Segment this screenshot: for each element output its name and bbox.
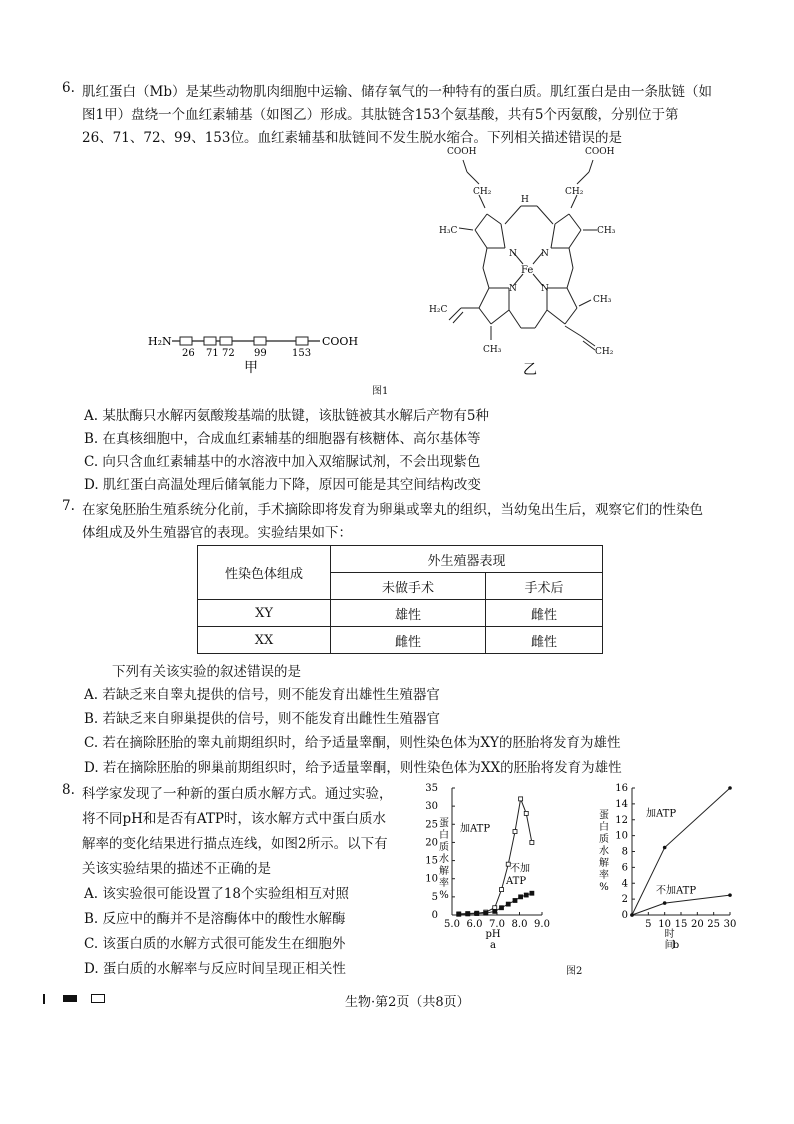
option-c[interactable]: C. 若在摘除胚胎的睾丸前期组织时，给予适量睾酮，则性染色体为XY的胚胎将发育为雄性 xyxy=(84,735,621,751)
chain-end-label: COOH xyxy=(322,335,359,348)
series-label: 加ATP xyxy=(646,808,677,820)
data-point xyxy=(530,891,534,895)
residue-position: 71 xyxy=(206,348,219,359)
table-cell: 雌性 xyxy=(486,627,603,654)
y-axis-label: % xyxy=(439,890,449,901)
page-footer: 生物·第2页（共8页） xyxy=(345,995,470,1010)
figure-caption: 图1 xyxy=(372,386,389,397)
series-label: 不加 xyxy=(510,863,530,875)
series-label: ATP xyxy=(506,876,527,888)
figure-label-yi: 乙 xyxy=(523,362,537,378)
residue-position: 26 xyxy=(182,348,195,359)
data-point xyxy=(500,888,504,892)
question-number: 8. xyxy=(62,782,75,798)
residue-position: 72 xyxy=(222,348,235,359)
table-cell: XX xyxy=(198,627,331,654)
data-point xyxy=(519,895,523,899)
ch3-label: CH₃ xyxy=(593,295,612,305)
data-point xyxy=(663,846,667,850)
y-tick-label: 10 xyxy=(425,873,438,885)
table-header: 未做手术 xyxy=(331,573,486,600)
ch3-label: CH₃ xyxy=(597,226,616,236)
y-tick-label: 5 xyxy=(431,891,438,903)
chart-a xyxy=(410,780,560,960)
y-tick-label: 4 xyxy=(621,878,628,890)
option-b[interactable]: B. 若缺乏来自卵巢提供的信号，则不能发育出雌性生殖器官 xyxy=(84,711,441,727)
question-text-line: 在家兔胚胎生殖系统分化前，手术摘除即将发育为卵巢或睾丸的组织，当幼兔出生后，观察它们的性染色 xyxy=(82,502,703,518)
y-tick-label: 0 xyxy=(621,910,628,921)
residue-box xyxy=(204,337,216,345)
data-point xyxy=(506,902,510,906)
question-text-line: 肌红蛋白（Mb）是某些动物肌肉细胞中运输、储存氧气的一种特有的蛋白质。肌红蛋白是由一条肽链（如 xyxy=(82,84,712,100)
residue-box xyxy=(180,337,192,345)
open-box-mark xyxy=(91,994,105,1003)
table-header: 性染色体组成 xyxy=(198,546,331,600)
residue-box xyxy=(296,337,308,345)
nitrogen-label: N xyxy=(509,284,517,294)
table-cell: 雌性 xyxy=(331,627,486,654)
x-tick-label: 7.0 xyxy=(489,919,505,930)
y-tick-label: 14 xyxy=(615,798,628,810)
y-axis-label: 蛋 xyxy=(599,810,609,821)
data-point xyxy=(663,901,667,905)
data-point xyxy=(530,840,534,844)
option-b[interactable]: B. 在真核细胞中，合成血红素辅基的细胞器有核糖体、高尔基体等 xyxy=(84,431,481,447)
y-tick-label: 15 xyxy=(425,855,438,867)
x-tick-label: 6.0 xyxy=(466,919,483,930)
x-tick-label: 8.0 xyxy=(511,919,528,930)
y-tick-label: 30 xyxy=(425,801,438,813)
data-point xyxy=(630,913,634,917)
residue-position: 153 xyxy=(292,348,312,359)
option-d[interactable]: D. 蛋白质的水解率与反应时间呈现正相关性 xyxy=(84,961,346,977)
y-tick-label: 12 xyxy=(615,814,628,826)
x-tick-label: 10 xyxy=(658,919,672,930)
y-axis-label: 白 xyxy=(439,830,449,841)
ch3-label: CH₃ xyxy=(483,345,502,355)
vinyl-left-label: H₂C xyxy=(429,305,448,315)
data-point xyxy=(524,811,528,815)
panel-label: a xyxy=(490,940,496,951)
figure-caption: 图2 xyxy=(566,966,583,977)
y-axis-label: 水 xyxy=(439,854,449,865)
x-tick-label: 30 xyxy=(723,919,737,930)
y-tick-label: 2 xyxy=(621,894,628,906)
y-axis-label: 率 xyxy=(439,878,449,889)
question-text-line: 图1甲）盘绕一个血红素辅基（如图乙）形成。其肽链含153个氨基酸，共有5个丙氨酸，分别位于第 xyxy=(82,107,679,123)
data-point xyxy=(475,912,479,916)
data-point xyxy=(519,797,523,801)
data-point xyxy=(524,893,528,897)
vinyl-right-label: CH₂ xyxy=(595,347,614,357)
bar-mark xyxy=(43,994,45,1004)
option-c[interactable]: C. 向只含血红素辅基中的水溶液中加入双缩脲试剂，不会出现紫色 xyxy=(84,454,481,470)
residue-box xyxy=(220,337,232,345)
nitrogen-label: N xyxy=(509,249,517,259)
data-point xyxy=(457,912,461,916)
y-tick-label: 0 xyxy=(431,910,438,921)
y-tick-label: 10 xyxy=(615,830,628,842)
x-axis-label: pH xyxy=(485,929,501,940)
option-d[interactable]: D. 若在摘除胚胎的卵巢前期组织时，给予适量睾酮，则性染色体为XX的胚胎将发育为雄性 xyxy=(84,760,622,776)
y-tick-label: 25 xyxy=(425,819,438,831)
data-point xyxy=(500,906,504,910)
data-point xyxy=(513,830,517,834)
footer-marks xyxy=(43,991,105,1006)
x-axis-label: 时 xyxy=(664,929,675,940)
x-tick-label: 15 xyxy=(674,919,688,930)
panel-label: b xyxy=(672,940,680,951)
data-point xyxy=(466,912,470,916)
y-tick-label: 35 xyxy=(425,783,438,794)
x-axis-label: 间 xyxy=(664,940,675,951)
chain-start-label: H₂N xyxy=(148,335,172,348)
x-tick-label: 9.0 xyxy=(534,919,550,930)
question-text-line: 26、71、72、99、153位。血红素辅基和肽链间不发生脱水缩合。下列相关描述错误的是 xyxy=(82,130,622,146)
residue-position: 99 xyxy=(254,348,267,359)
question-text-line: 科学家发现了一种新的蛋白质水解方式。通过实验， xyxy=(82,786,393,802)
question-text-line: 解率的变化结果进行描点连线，如图2所示。以下有 xyxy=(82,836,388,852)
y-axis-label: 白 xyxy=(599,822,609,833)
table-cell: 雄性 xyxy=(331,600,486,627)
h3c-label: H₃C xyxy=(439,226,458,236)
y-axis-label: 质 xyxy=(439,842,449,853)
y-axis-label: 解 xyxy=(439,866,449,877)
y-axis-label: 率 xyxy=(599,870,609,881)
heme-atom-labels xyxy=(429,147,616,357)
option-a[interactable]: A. 某肽酶只水解丙氨酸羧基端的肽键，该肽链被其水解后产物有5种 xyxy=(84,408,489,424)
cooh-label: COOH xyxy=(447,147,477,157)
data-point xyxy=(484,911,488,915)
option-d[interactable]: D. 肌红蛋白高温处理后储氧能力下降，原因可能是其空间结构改变 xyxy=(84,477,481,493)
heme-structure-figure xyxy=(425,140,635,380)
experiment-results-table xyxy=(197,545,603,654)
x-tick-label: 5 xyxy=(645,919,652,930)
figure-label-jia: 甲 xyxy=(244,360,258,376)
y-axis-label: 质 xyxy=(599,834,609,845)
data-point xyxy=(513,898,517,902)
cooh-label: COOH xyxy=(585,147,615,157)
peptide-chain-figure xyxy=(140,320,370,380)
option-b[interactable]: B. 反应中的酶并不是溶酶体中的酸性水解酶 xyxy=(84,911,346,927)
table-header: 手术后 xyxy=(486,573,603,600)
y-axis-label: 蛋 xyxy=(439,818,449,829)
ch2-label: CH₂ xyxy=(473,187,492,197)
question-number: 7. xyxy=(62,498,75,514)
bridge-h-label: H xyxy=(521,195,529,205)
table-header: 外生殖器表现 xyxy=(331,546,603,573)
table-row xyxy=(198,600,603,627)
y-axis-label: % xyxy=(599,882,609,893)
nitrogen-label: N xyxy=(541,284,549,294)
y-axis-label: 解 xyxy=(599,858,609,869)
x-tick-label: 25 xyxy=(707,919,721,930)
y-tick-label: 20 xyxy=(425,837,438,849)
y-axis-label: 水 xyxy=(599,846,609,857)
table-cell: 雌性 xyxy=(486,600,603,627)
iron-label: Fe xyxy=(521,265,534,276)
chart-b xyxy=(590,780,750,960)
data-point xyxy=(728,786,732,790)
option-c[interactable]: C. 该蛋白质的水解方式很可能发生在细胞外 xyxy=(84,936,346,952)
question-lead: 下列有关该实验的叙述错误的是 xyxy=(112,664,301,680)
question-text-line: 将不同pH和是否有ATP时，该水解方式中蛋白质水 xyxy=(82,811,387,827)
y-tick-label: 8 xyxy=(621,846,628,858)
table-cell: XY xyxy=(198,600,331,627)
y-tick-label: 6 xyxy=(621,862,628,874)
residue-box xyxy=(254,337,266,345)
question-text-line: 关该实验结果的描述不正确的是 xyxy=(82,861,271,877)
filled-box-mark xyxy=(63,995,77,1002)
series-label: 不加ATP xyxy=(656,885,697,897)
option-a[interactable]: A. 该实验很可能设置了18个实验组相互对照 xyxy=(84,886,350,902)
nitrogen-label: N xyxy=(541,249,549,259)
data-point xyxy=(728,893,732,897)
option-a[interactable]: A. 若缺乏来自睾丸提供的信号，则不能发育出雄性生殖器官 xyxy=(84,687,440,703)
series-label: 加ATP xyxy=(460,823,491,835)
x-tick-label: 5.0 xyxy=(444,919,460,930)
data-point xyxy=(493,909,497,913)
y-tick-label: 16 xyxy=(615,783,628,794)
x-tick-label: 20 xyxy=(690,919,704,930)
question-text-line: 体组成及外生殖器官的表现。实验结果如下： xyxy=(82,525,352,541)
question-number: 6. xyxy=(62,80,75,96)
ch2-label: CH₂ xyxy=(565,187,584,197)
table-row xyxy=(198,627,603,654)
